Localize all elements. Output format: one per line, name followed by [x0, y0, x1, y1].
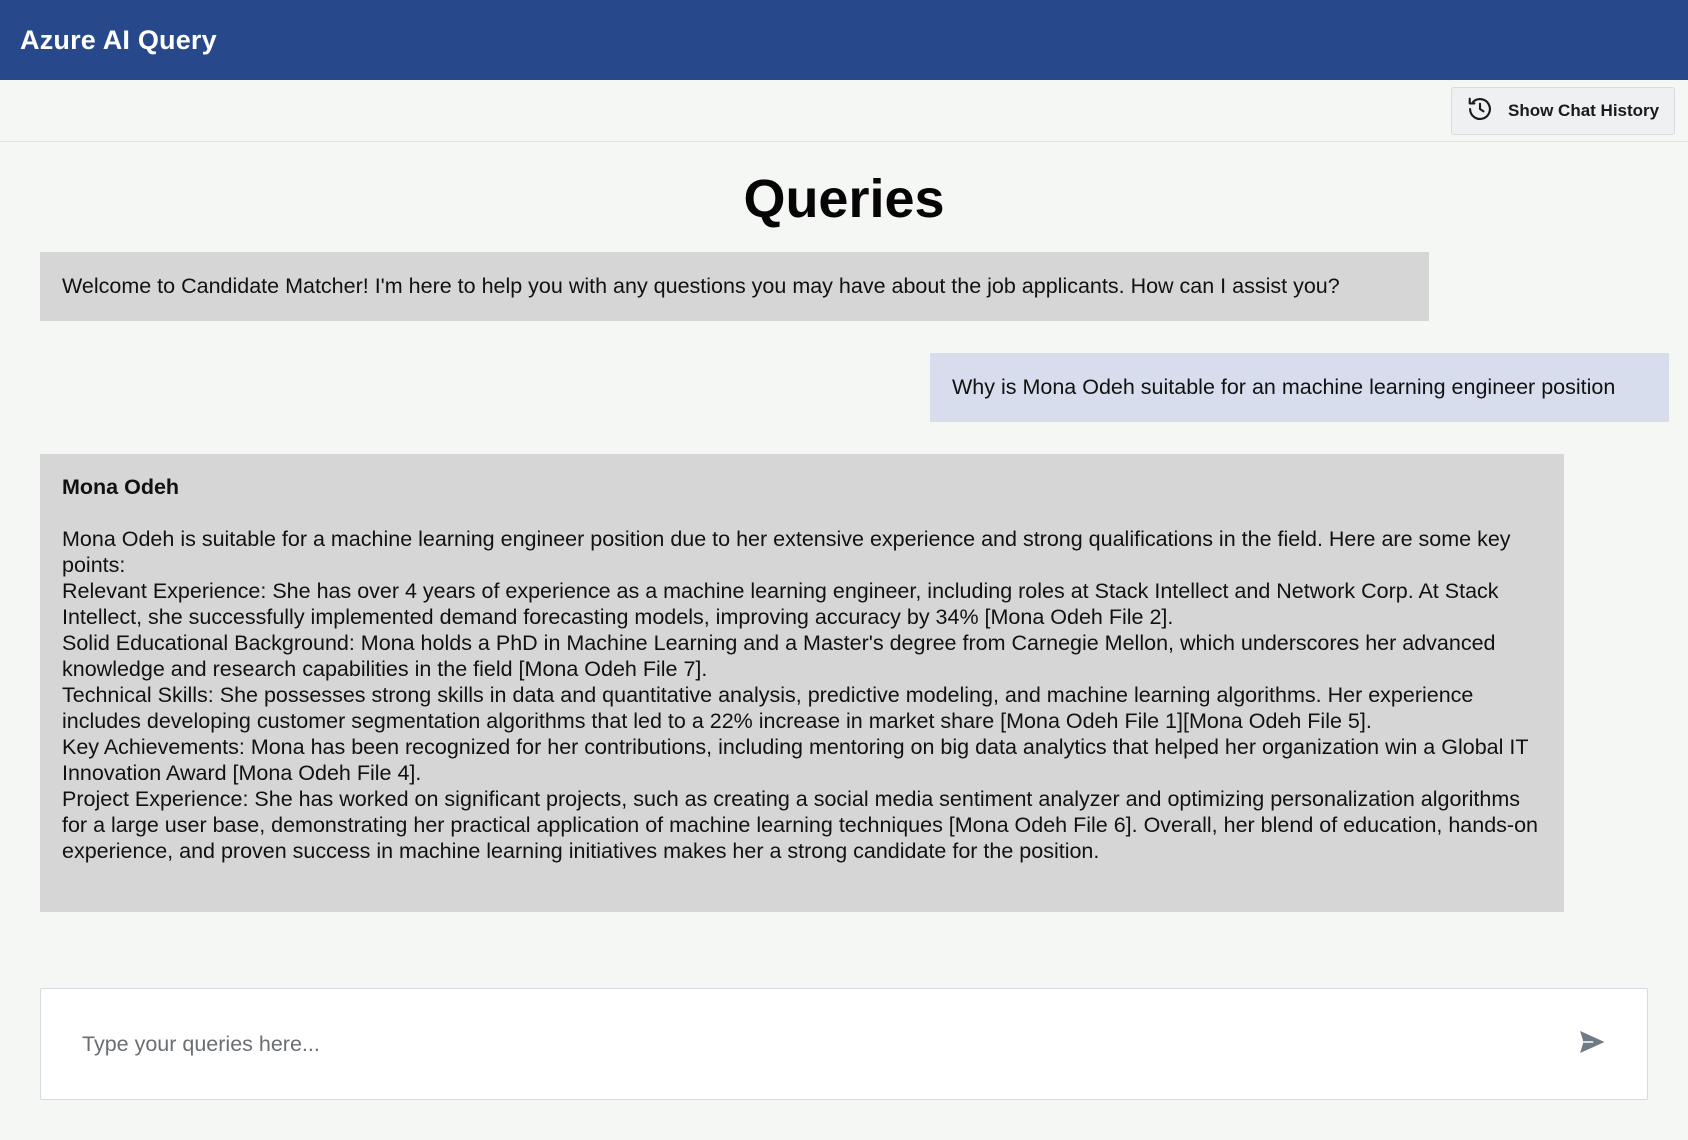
answer-paragraph: Technical Skills: She possesses strong skills in data and quantitative analysis, predictive modeling, and machine learning algorithms. Her experience includes developing customer segmentation algorithms that led to a 22% increase in market share [Mona Odeh File 1][Mona Odeh File 5].: [62, 683, 1474, 733]
history-clock-icon: [1466, 95, 1494, 128]
app-header: [0, 0, 1688, 80]
answer-paragraph: Project Experience: She has worked on significant projects, such as creating a social media sentiment analyzer and optimizing personalization algorithms for a large user base, demonstrating her practical application of machine learning techniques [Mona Odeh File 6]. Overall, her blend of education, hands-on experience, and proven success in machine learning initiatives makes her a strong candidate for the position.: [62, 787, 1539, 863]
send-button[interactable]: [1572, 1024, 1612, 1064]
user-query-message: Why is Mona Odeh suitable for an machine learning engineer position: [930, 353, 1669, 422]
answer-paragraph: Relevant Experience: She has over 4 years of experience as a machine learning engineer, including roles at Stack Intellect and Network Corp. At Stack Intellect, she successfully implemented demand forecasting models, improving accuracy by 34% [Mona Odeh File 2].: [62, 579, 1499, 629]
answer-candidate-name: Mona Odeh: [62, 475, 180, 499]
answer-paragraph: Mona Odeh is suitable for a machine learning engineer position due to her extensive experience and strong qualifications in the field. Here are some key points:: [62, 527, 1511, 577]
bot-welcome-message: Welcome to Candidate Matcher! I'm here to help you with any questions you may have about the job applicants. How can I assist you?: [40, 252, 1429, 321]
show-chat-history-button[interactable]: [1451, 87, 1675, 135]
show-chat-history-label: Show Chat History: [1508, 101, 1660, 120]
answer-paragraph: Key Achievements: Mona has been recognized for her contributions, including mentoring on big data analytics that helped her organization win a Global IT Innovation Award [Mona Odeh File 4].: [62, 735, 1529, 785]
toolbar: [0, 80, 1688, 142]
answer-paragraph: Solid Educational Background: Mona holds a PhD in Machine Learning and a Master's degree from Carnegie Mellon, which underscores her advanced knowledge and research capabilities in the field [Mona Odeh File 7].: [62, 631, 1496, 681]
app-title: Azure AI Query: [20, 24, 217, 55]
query-input[interactable]: [41, 989, 1572, 1099]
query-composer: [40, 988, 1648, 1100]
page-title: Queries: [743, 169, 945, 229]
bot-answer-message: [40, 454, 1564, 912]
send-icon: [1577, 1027, 1607, 1062]
